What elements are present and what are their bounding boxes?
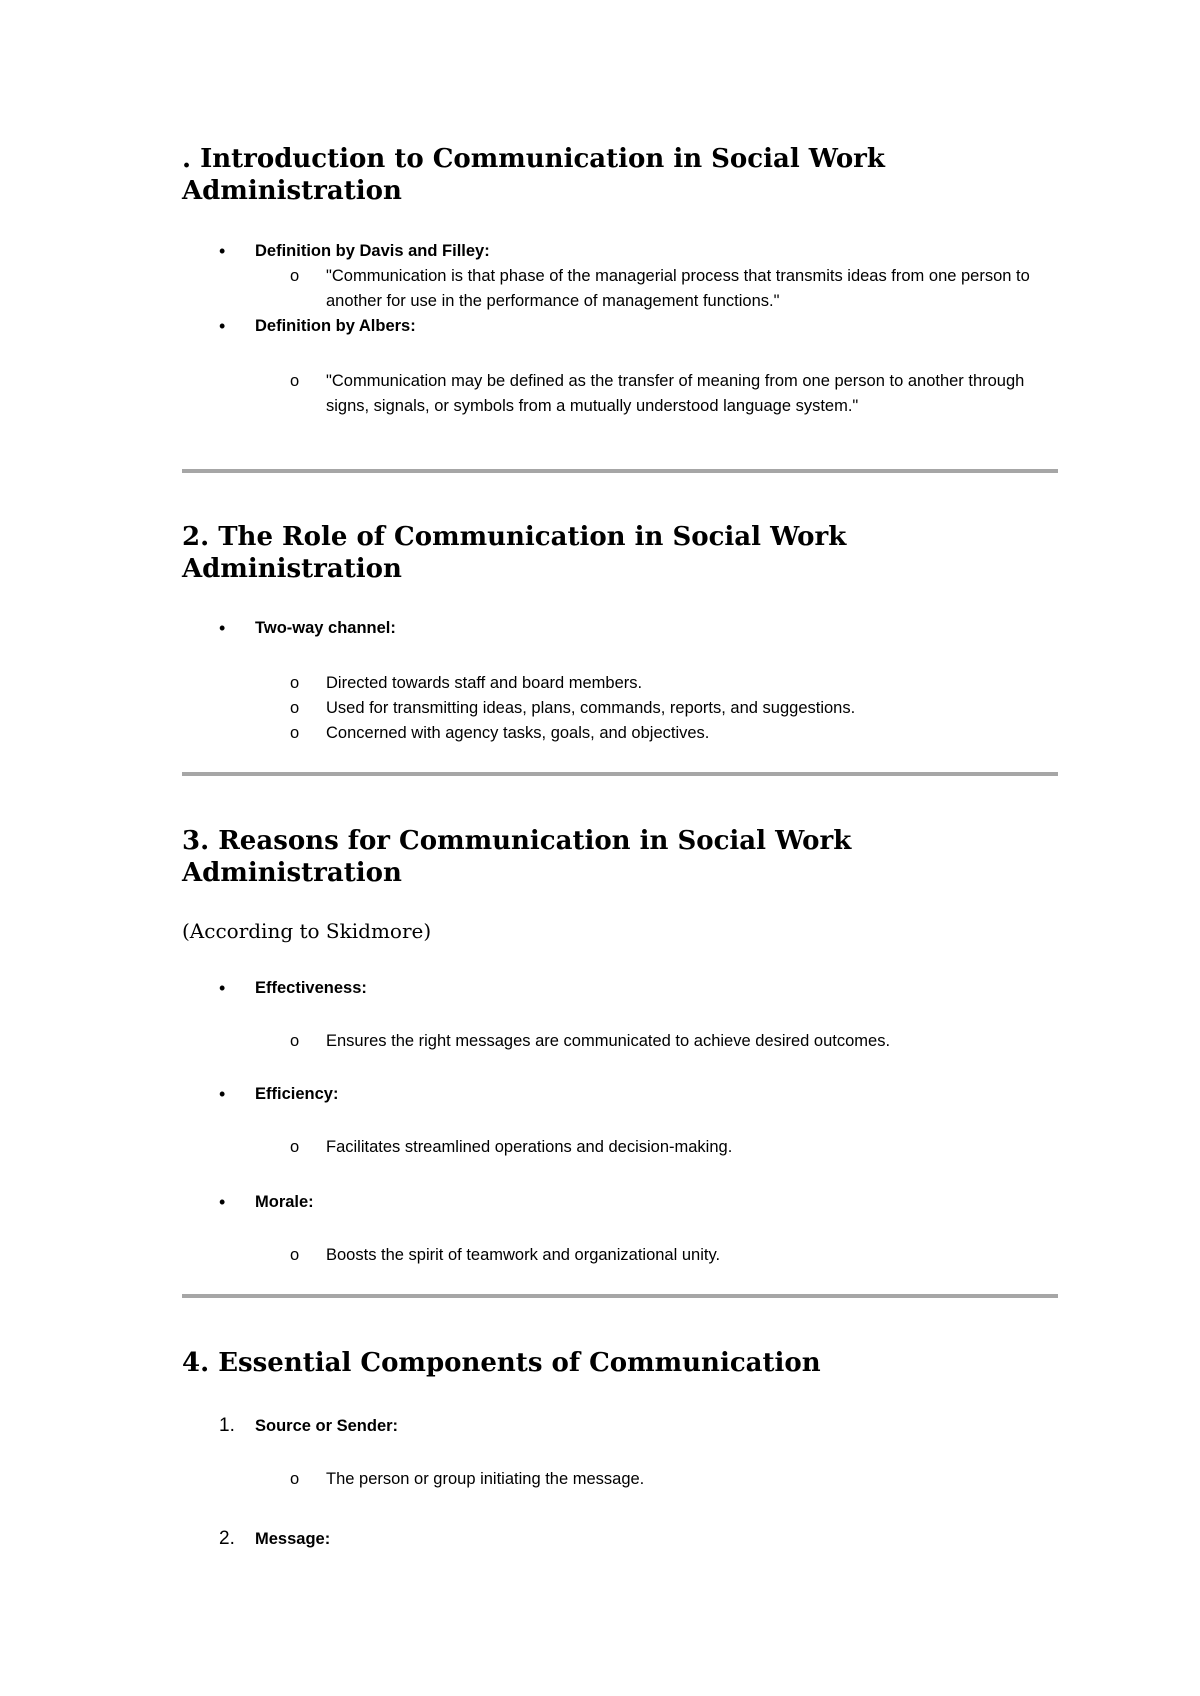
section-divider [182,772,1058,776]
section-divider [182,1294,1058,1298]
bullet-label: Effectiveness: [255,979,367,997]
sub-item-text: Boosts the spirit of teamwork and organizational unity. [326,1246,721,1264]
sub-bullet-icon: o [290,1138,300,1156]
bullet-label: Efficiency: [255,1085,339,1103]
sub-item-text: "Communication is that phase of the managerial process that transmits ideas from one person to another for use in the performance of management functions." [326,267,1030,310]
bullet-label: Morale: [255,1193,314,1211]
section-2-heading: 2. The Role of Communication in Social Work Administration [182,522,847,584]
section-4-heading: 4. Essential Components of Communication [182,1348,821,1378]
bullet-icon: • [219,1084,226,1104]
item-number: 2. [219,1528,235,1549]
section-3-heading: 3. Reasons for Communication in Social Work Administration [182,826,852,888]
section-1-heading: . Introduction to Communication in Social Work Administration [182,144,885,206]
sub-item-text: Concerned with agency tasks, goals, and objectives. [326,724,710,742]
bullet-icon: • [219,978,226,998]
sub-bullet-icon: o [290,699,300,717]
item-number: 1. [219,1415,235,1436]
sub-bullet-icon: o [290,1246,300,1264]
sub-item-text: "Communication may be defined as the transfer of meaning from one person to another through signs, signals, or symbols from a mutually understood language system." [326,372,1025,415]
sub-bullet-icon: o [290,724,300,742]
bullet-label: Two-way channel: [255,619,396,637]
sub-item-text: Facilitates streamlined operations and decision-making. [326,1138,733,1156]
bullet-label: Definition by Davis and Filley: [255,242,490,260]
bullet-icon: • [219,241,226,261]
section-3-note: (According to Skidmore) [182,919,432,943]
sub-bullet-icon: o [290,674,300,692]
sub-item-text: The person or group initiating the message. [326,1470,645,1488]
bullet-icon: • [219,618,226,638]
bullet-icon: • [219,1192,226,1212]
sub-bullet-icon: o [290,267,300,285]
section-divider [182,469,1058,473]
sub-item-text: Ensures the right messages are communicated to achieve desired outcomes. [326,1032,891,1050]
sub-bullet-icon: o [290,372,300,390]
bullet-label: Definition by Albers: [255,317,416,335]
sub-bullet-icon: o [290,1470,300,1488]
sub-item-text: Used for transmitting ideas, plans, commands, reports, and suggestions. [326,699,856,717]
sub-bullet-icon: o [290,1032,300,1050]
item-label: Source or Sender: [255,1417,399,1435]
item-label: Message: [255,1530,331,1548]
sub-item-text: Directed towards staff and board members. [326,674,643,692]
bullet-icon: • [219,316,226,336]
